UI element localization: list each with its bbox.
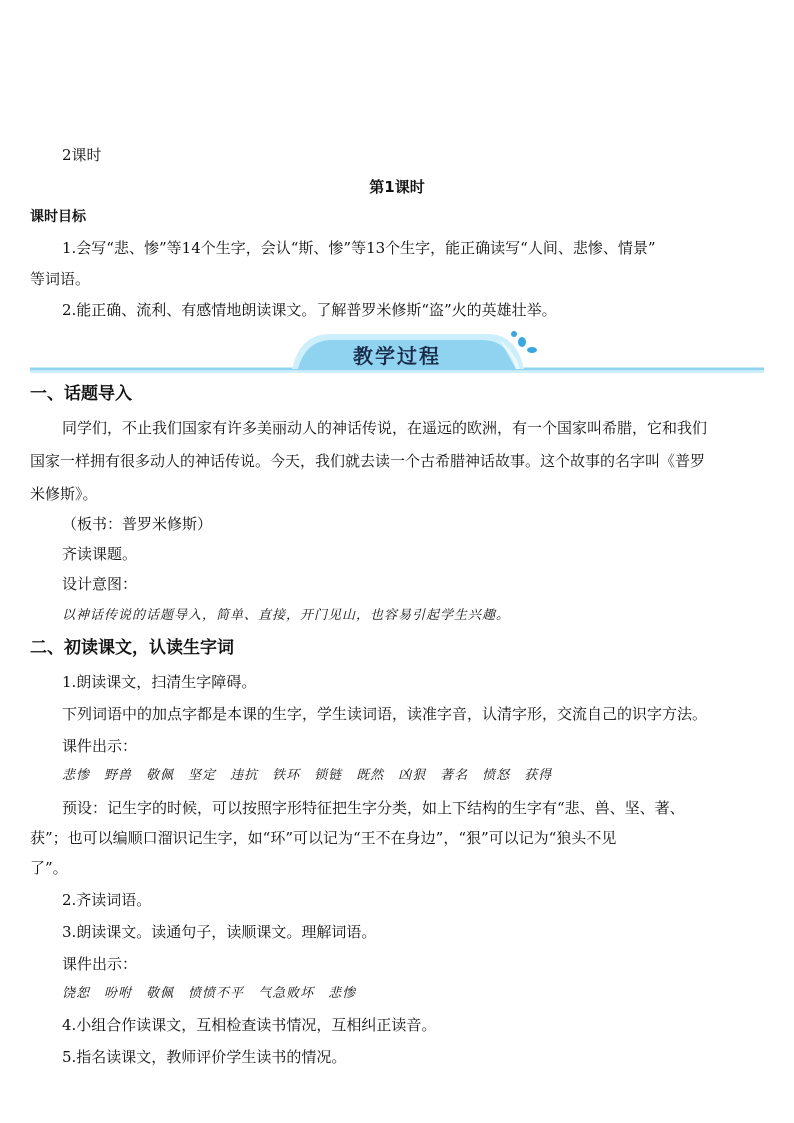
step-1: 1.朗读课文，扫清生字障碍。 — [62, 673, 257, 691]
step-4: 4.小组合作读课文，互相检查读书情况，互相纠正读音。 — [62, 1016, 437, 1034]
word-item: 坚定 — [188, 768, 217, 783]
word-item: 愤愤不平 — [188, 986, 245, 1001]
step-5: 5.指名读课文，教师评价学生读书的情况。 — [62, 1048, 347, 1066]
step-1-desc: 下列词语中的加点字都是本课的生字，学生读词语，读准字音，认清字形，交流自己的识字方法。 — [62, 705, 708, 723]
word-item: 铁环 — [272, 768, 301, 783]
word-list-2 — [62, 984, 370, 1004]
courseware-label-1: 课件出示： — [62, 737, 138, 755]
section-banner — [30, 328, 764, 374]
section2-heading: 二、初读课文，认读生字词 — [30, 638, 234, 658]
word-item: 锁链 — [314, 768, 343, 783]
design-label: 设计意图： — [62, 575, 138, 593]
word-item: 敬佩 — [146, 768, 175, 783]
banner-title: 教学过程 — [353, 344, 441, 368]
preset-line2: 获”；也可以编顺口溜识记生字，如“环”可以记为“王不在身边”，“狠”可以记为“狼头不见 — [30, 829, 617, 847]
board-note: （板书：普罗米修斯） — [62, 515, 213, 533]
preset-line1: 预设：记生字的时候，可以按照字形特征把生字分类，如上下结构的生字有“悲、兽、坚、著、 — [62, 799, 685, 817]
word-item: 吩咐 — [104, 986, 133, 1001]
word-item: 气急败坏 — [258, 986, 315, 1001]
section1-heading: 一、话题导入 — [30, 384, 132, 404]
word-item: 违抗 — [230, 768, 259, 783]
objective-1-line1: 1.会写“悲、惨”等14个生字，会认“斯、惨”等13个生字，能正确读写“人间、悲惨、情景” — [62, 239, 656, 257]
word-item: 野兽 — [104, 768, 133, 783]
lesson-count: 2课时 — [62, 146, 102, 164]
lesson-title: 第1课时 — [369, 178, 425, 196]
word-item: 饶恕 — [62, 986, 91, 1001]
design-text: 以神话传说的话题导入，简单、直接，开门见山，也容易引起学生兴趣。 — [62, 608, 511, 623]
banner-drop-3 — [511, 331, 517, 337]
read-title: 齐读课题。 — [62, 545, 138, 563]
word-item: 凶狠 — [398, 768, 427, 783]
word-item: 悲惨 — [328, 986, 357, 1001]
word-item: 愤怒 — [482, 768, 511, 783]
word-item: 既然 — [356, 768, 385, 783]
step-2: 2.齐读词语。 — [62, 891, 152, 909]
objectives-heading: 课时目标 — [30, 209, 86, 225]
section1-para-line2: 国家一样拥有很多动人的神话传说。今天，我们就去读一个古希腊神话故事。这个故事的名字叫《普罗 — [30, 452, 706, 470]
courseware-label-2: 课件出示： — [62, 955, 138, 973]
objective-1-line2: 等词语。 — [30, 270, 91, 288]
word-item: 悲惨 — [62, 768, 91, 783]
word-item: 敬佩 — [146, 986, 175, 1001]
section1-para-line1: 同学们，不止我们国家有许多美丽动人的神话传说，在遥远的欧洲，有一个国家叫希腊，它和我们 — [62, 419, 708, 437]
section1-para-line3: 米修斯》。 — [30, 485, 98, 503]
objective-2: 2.能正确、流利、有感情地朗读课文。了解普罗米修斯“盗”火的英雄壮举。 — [62, 301, 557, 319]
word-list-1 — [62, 766, 566, 786]
preset-line3: 了”。 — [30, 859, 68, 877]
word-item: 著名 — [440, 768, 469, 783]
step-3: 3.朗读课文。读通句子，读顺课文。理解词语。 — [62, 923, 377, 941]
word-item: 获得 — [524, 768, 553, 783]
